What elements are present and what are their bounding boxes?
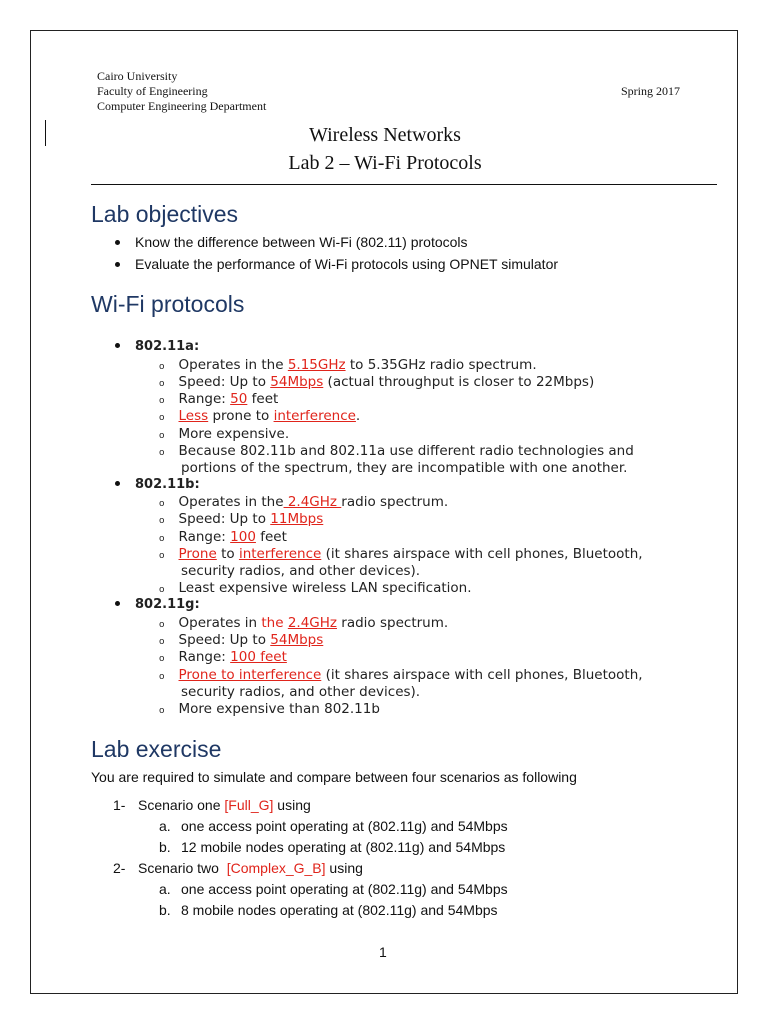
circle-bullet-icon: o [159, 362, 165, 372]
bullet-icon [115, 481, 120, 486]
page-number: 1 [379, 944, 387, 960]
circle-bullet-icon: o [159, 585, 165, 595]
protocol-a-line: o More expensive. [159, 426, 290, 442]
header-block [97, 69, 266, 114]
protocol-g-line: o Speed: Up to 54Mbps [159, 632, 324, 648]
circle-bullet-icon: o [159, 620, 165, 630]
circle-bullet-icon: o [159, 637, 165, 647]
protocol-b-line: o Speed: Up to 11Mbps [159, 511, 324, 527]
university-name: Cairo University [97, 69, 178, 83]
protocol-label-b: 802.11b: [115, 477, 200, 492]
bullet-icon [115, 240, 120, 245]
circle-bullet-icon: o [159, 499, 165, 509]
document-page [30, 30, 738, 994]
objective-item: Evaluate the performance of Wi-Fi protocols using OPNET simulator [115, 256, 558, 272]
title-line-1: Wireless Networks [309, 124, 461, 146]
protocols-heading: Wi-Fi protocols [91, 291, 245, 317]
title-line-2: Lab 2 – Wi-Fi Protocols [288, 152, 482, 174]
scenario-1-item: a. one access point operating at (802.11g) and 54Mbps [159, 818, 508, 834]
protocol-g-line: o More expensive than 802.11b [159, 701, 380, 717]
protocol-a-line: o Range: 50 feet [159, 391, 279, 407]
circle-bullet-icon: o [159, 706, 165, 716]
protocol-b-line: o Least expensive wireless LAN specification. [159, 580, 472, 596]
circle-bullet-icon: o [159, 413, 165, 423]
scenario-2-item: a. one access point operating at (802.11g) and 54Mbps [159, 881, 508, 897]
protocol-g-line: o Operates in the 2.4GHz radio spectrum. [159, 615, 449, 631]
bullet-icon [115, 343, 120, 348]
protocol-g-line: o Range: 100 feet [159, 649, 287, 665]
circle-bullet-icon: o [159, 431, 165, 441]
circle-bullet-icon: o [159, 654, 165, 664]
circle-bullet-icon: o [159, 551, 165, 561]
term-label: Spring 2017 [621, 84, 681, 98]
circle-bullet-icon: o [159, 448, 165, 458]
circle-bullet-icon: o [159, 516, 165, 526]
circle-bullet-icon: o [159, 672, 165, 682]
department-name: Computer Engineering Department [97, 99, 267, 113]
protocol-b-line: security radios, and other devices). [181, 563, 421, 579]
protocol-g-line: security radios, and other devices). [181, 684, 421, 700]
objective-item: Know the difference between Wi-Fi (802.11) protocols [115, 234, 468, 250]
bullet-icon [115, 262, 120, 267]
circle-bullet-icon: o [159, 396, 165, 406]
scenario-2-item: b. 8 mobile nodes operating at (802.11g) and 54Mbps [159, 902, 498, 918]
scenario-1-item: b. 12 mobile nodes operating at (802.11g) and 54Mbps [159, 839, 506, 855]
protocol-a-line: o Speed: Up to 54Mbps (actual throughput is closer to 22Mbps) [159, 374, 595, 390]
circle-bullet-icon: o [159, 534, 165, 544]
protocol-g-line: o Prone to interference (it shares airspace with cell phones, Bluetooth, [159, 667, 643, 683]
title-divider [91, 184, 717, 185]
protocol-label-a: 802.11a: [115, 339, 199, 354]
protocol-a-line: o Less prone to interference. [159, 408, 361, 424]
protocol-a-line: o Because 802.11b and 802.11a use different radio technologies and [159, 443, 634, 459]
circle-bullet-icon: o [159, 379, 165, 389]
protocol-a-line: o Operates in the 5.15GHz to 5.35GHz radio spectrum. [159, 357, 537, 373]
text-cursor [45, 120, 46, 146]
protocol-b-line: o Prone to interference (it shares airspace with cell phones, Bluetooth, [159, 546, 643, 562]
protocol-a-line: portions of the spectrum, they are incompatible with one another. [181, 460, 628, 476]
protocol-label-g: 802.11g: [115, 597, 200, 612]
exercise-intro: You are required to simulate and compare between four scenarios as following [91, 769, 577, 785]
bullet-icon [115, 601, 120, 606]
protocol-b-line: o Range: 100 feet [159, 529, 287, 545]
scenario-1: 1- Scenario one [Full_G] using [113, 797, 311, 813]
objectives-heading: Lab objectives [91, 201, 239, 227]
protocol-b-line: o Operates in the 2.4GHz radio spectrum. [159, 494, 449, 510]
scenario-2: 2- Scenario two [Complex_G_B] using [113, 860, 363, 876]
exercise-heading: Lab exercise [91, 736, 222, 762]
faculty-name: Faculty of Engineering [97, 84, 208, 98]
